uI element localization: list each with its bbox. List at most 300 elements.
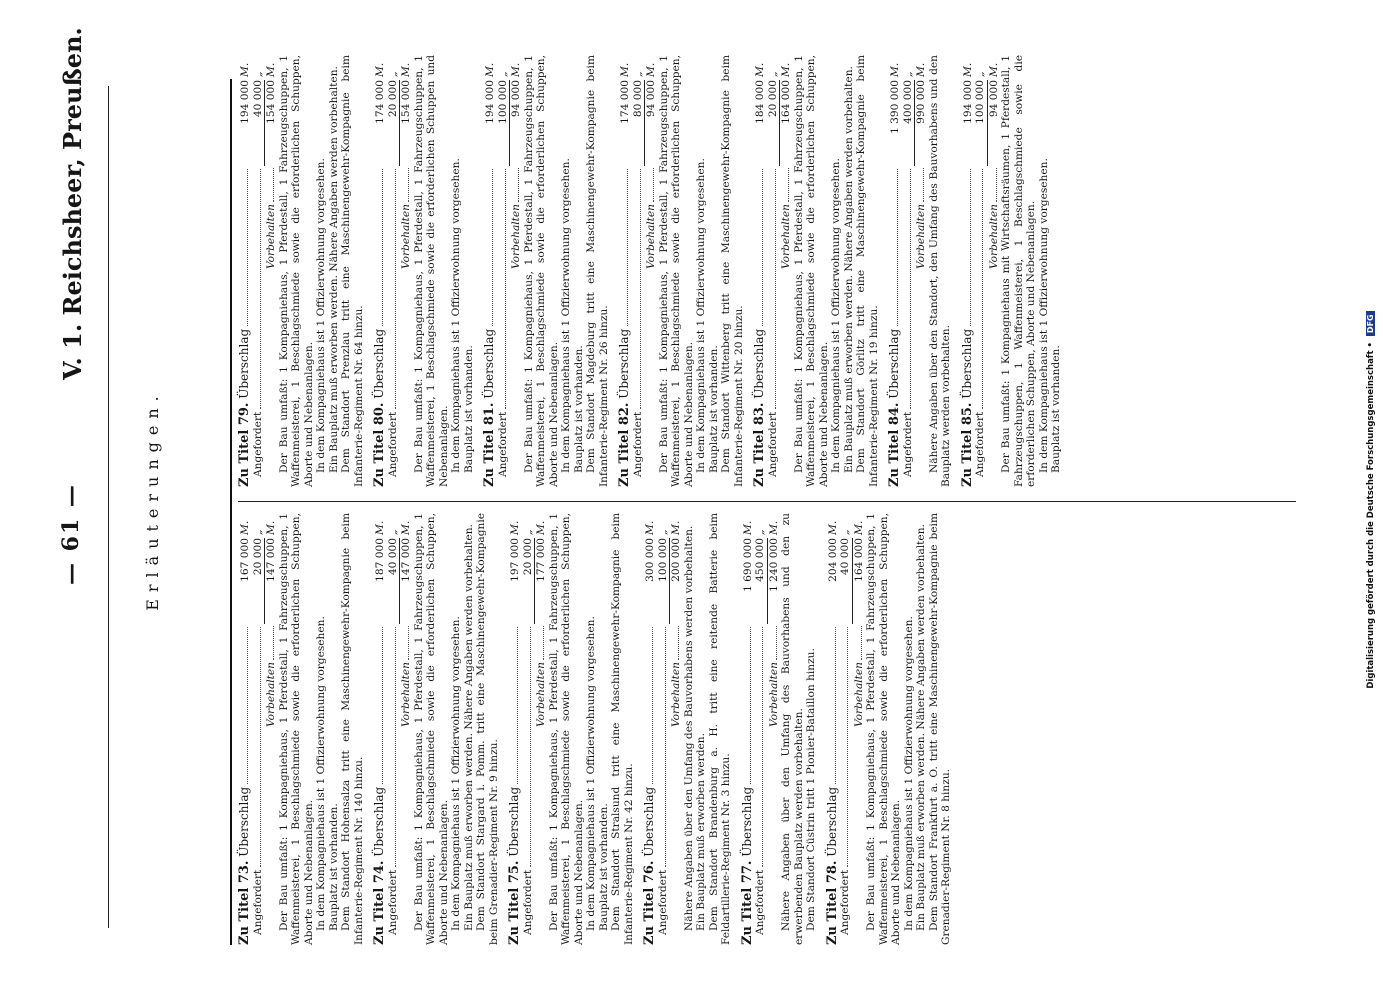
angefordert-row	[754, 513, 768, 945]
titel-entry	[508, 513, 635, 945]
description-text: Nähere Angaben über den Standort, den Umfang des Bauvorhabens und den Bauplatz werden vorbehalten.	[927, 55, 952, 487]
leader-dots	[896, 169, 898, 326]
leader-dots	[981, 169, 983, 409]
amount-unit: M.	[400, 520, 412, 535]
leader-dots	[761, 627, 763, 867]
amount-unit: M.	[826, 520, 839, 535]
angefordert-row	[767, 55, 781, 487]
amount-unit: M.	[509, 520, 521, 535]
titel-entry	[741, 513, 818, 945]
description-text: Der Bau umfaßt: 1 Kompagniehaus, 1 Pferdestall, 1 Fahrzeugschuppen, 1 Waffenmeisterei, 1 Beschlagschmiede sowie die erforderlichen Schuppen, Aborte und Nebenanlagen.	[412, 513, 450, 945]
leader-dots	[516, 627, 518, 784]
row-label	[497, 412, 510, 487]
note-text: Bauplatz ist vorhanden.	[597, 803, 610, 931]
note-text: In dem Kompagniehaus ist 1 Offizierwohnung vorgesehen.	[450, 616, 462, 931]
vorbehalten-amount: 154 000	[265, 80, 277, 124]
amount-unit: „	[766, 71, 779, 77]
amount-unit: M.	[670, 520, 682, 535]
line-label: Überschlag	[752, 328, 766, 399]
vorbehalten-amount: 164 000	[780, 80, 792, 124]
vorbehalten-amount: 94 000	[987, 80, 1000, 118]
line-label: Angefordert	[901, 411, 914, 477]
amount: 1 390 000	[889, 80, 901, 134]
angefordert-row	[632, 55, 646, 487]
ueberschlag-row	[238, 513, 252, 945]
spacer	[273, 730, 274, 942]
vorbehalten-label: Vorbehalten	[852, 662, 865, 728]
line-label: Überschlag	[507, 786, 521, 857]
line-label: Überschlag	[237, 786, 251, 857]
line-label: Angefordert	[386, 869, 399, 935]
note-text: In dem Kompagniehaus ist 1 Offizierwohnung vorgesehen.	[315, 616, 327, 931]
vorbehalten-row	[915, 55, 928, 487]
row-label	[632, 412, 645, 487]
vorbehalten-label: Vorbehalten	[780, 204, 792, 270]
amount-unit: „	[251, 529, 264, 535]
leader-dots	[543, 626, 544, 660]
vorbehalten-label: Vorbehalten	[265, 204, 277, 270]
amount-unit: „	[251, 71, 264, 77]
line-label: Angefordert	[974, 411, 986, 477]
vorbehalten-amount: 154 000	[400, 80, 412, 124]
amount: 100 000	[974, 80, 988, 166]
angefordert-row	[902, 55, 916, 487]
line-label: Überschlag	[959, 328, 974, 399]
titel-heading: Zu Titel 73.	[237, 860, 252, 945]
row-label	[754, 870, 767, 945]
amount: 197 000	[509, 538, 521, 582]
line-label: Überschlag	[617, 328, 631, 399]
amount: 204 000	[826, 538, 839, 582]
note-text: Bauplatz ist vorhanden.	[572, 345, 585, 473]
spacer	[518, 272, 519, 484]
line-label: Angefordert	[656, 869, 669, 935]
description-text: Der Bau umfaßt: 1 Kompagniehaus, 1 Pferdestall, 1 Fahrzeugschuppen, 1 Waffenmeisterei, 1 Beschlagschmiede sowie die erforderlichen Schuppen, Aborte und Nebenanlagen.	[865, 513, 902, 945]
titel-heading: Zu Titel 77.	[739, 860, 755, 945]
description-text: Der Bau umfaßt: 1 Kompagniehaus, 1 Pferdestall, 1 Fahrzeugschuppen, 1 Waffenmeisterei, 1 Beschlagschmiede sowie die erforderlichen Schuppen, Aborte und Nebenanlagen.	[547, 513, 585, 945]
angefordert-row	[657, 513, 671, 945]
leader-dots	[394, 169, 396, 409]
vorbehalten-amount: 147 000	[265, 538, 277, 582]
amount-unit: M.	[754, 62, 766, 77]
vorbehalten-row	[645, 55, 658, 487]
amount-unit: M.	[767, 520, 780, 535]
titel-heading: Zu Titel 81.	[482, 402, 497, 487]
amount: 194 000	[239, 80, 251, 124]
description-text: Der Bau umfaßt: 1 Kompagniehaus, 1 Pferdestall, 1 Fahrzeugschuppen, 1 Waffenmeisterei, 1 Beschlagschmiede sowie die erforderlichen Schuppen, Aborte und Nebenanlagen.	[277, 55, 315, 487]
angefordert-row	[974, 55, 988, 487]
leader-dots	[846, 627, 848, 867]
top-rule	[230, 79, 232, 945]
amount-unit: M.	[852, 520, 865, 535]
row-label	[888, 329, 902, 487]
row-label	[741, 787, 755, 945]
note-text: In dem Kompagniehaus ist 1 Offizierwohnung vorgesehen.	[695, 158, 707, 473]
leader-dots	[653, 168, 654, 202]
note-text: In dem Kompagniehaus ist 1 Offizierwohnung vorgesehen.	[830, 158, 842, 473]
vorbehalten-label: Vorbehalten	[510, 204, 522, 270]
ueberschlag-row	[373, 55, 387, 487]
row-label	[387, 870, 400, 945]
vorbehalten-row	[670, 513, 683, 945]
amount-unit: „	[754, 529, 766, 535]
titel-heading: Zu Titel 85.	[959, 402, 975, 487]
leader-dots	[529, 627, 531, 867]
line-label: Überschlag	[372, 786, 386, 857]
spacer	[273, 272, 274, 484]
leader-dots	[273, 168, 274, 202]
digitization-credit	[1366, 0, 1376, 1000]
row-label	[508, 787, 522, 945]
leader-dots	[909, 169, 911, 409]
titel-entry	[888, 55, 953, 487]
note-text: Bauplatz ist vorhanden.	[1050, 345, 1062, 473]
amount-unit: M.	[741, 520, 754, 535]
leader-dots	[774, 169, 776, 409]
amount: 20 000	[522, 538, 536, 624]
line-label: Angefordert	[839, 869, 851, 935]
amount-unit: „	[839, 529, 851, 535]
line-label: Angefordert	[754, 869, 766, 935]
vorbehalten-row	[265, 513, 278, 945]
titel-entry	[238, 55, 365, 487]
amount: 300 000	[644, 538, 656, 582]
titel-entry	[238, 513, 365, 945]
vorbehalten-row	[780, 55, 793, 487]
spacer	[996, 272, 997, 484]
line-label: Überschlag	[824, 786, 839, 857]
leader-dots	[518, 168, 519, 202]
leader-dots	[761, 169, 763, 326]
amount: 184 000	[754, 80, 766, 124]
amount-unit: M.	[265, 520, 277, 535]
vorbehalten-label: Vorbehalten	[265, 662, 277, 728]
amount: 400 000	[902, 80, 916, 166]
leader-dots	[639, 169, 641, 409]
titel-heading: Zu Titel 78.	[824, 860, 840, 945]
titel-entry	[618, 55, 745, 487]
titel-entry	[483, 55, 610, 487]
leader-dots	[923, 168, 924, 202]
amount-unit: M.	[889, 62, 901, 77]
vorbehalten-label: Vorbehalten	[915, 204, 927, 270]
row-label	[839, 870, 852, 945]
description-text: Nähere Angaben über den Umfang des Bauvorhabens werden vorbehalten.	[682, 525, 695, 931]
ueberschlag-row	[741, 513, 755, 945]
line-label: Angefordert	[496, 411, 509, 477]
amount: 100 000	[657, 538, 671, 624]
note-text: Dem Standort Prenzlau tritt eine Maschinengewehr-Kompagnie beim Infanterie-Regiment Nr. 64 hinzu.	[340, 55, 365, 487]
leader-dots	[969, 169, 971, 326]
amount-unit: M.	[239, 62, 251, 77]
leader-dots	[246, 169, 248, 326]
spacer	[776, 730, 777, 942]
titel-heading: Zu Titel 74.	[372, 860, 387, 945]
amount-unit: „	[521, 529, 534, 535]
note-text: Dem Standort Magdeburg tritt eine Maschinengewehr-Kompagnie beim Infanterie-Regiment Nr. 26 hinzu.	[585, 55, 610, 487]
vorbehalten-amount: 94 000	[510, 80, 522, 118]
leader-dots	[246, 627, 248, 784]
row-label	[767, 412, 780, 487]
vorbehalten-row	[853, 513, 866, 945]
vorbehalten-row	[535, 513, 548, 945]
line-label: Überschlag	[887, 328, 901, 399]
amount-unit: M.	[961, 62, 974, 77]
titel-heading: Zu Titel 75.	[507, 860, 522, 945]
line-label: Überschlag	[237, 328, 251, 399]
row-label	[238, 329, 252, 487]
line-label: Überschlag	[372, 328, 386, 399]
row-label	[902, 412, 915, 487]
vorbehalten-amount: 147 000	[400, 538, 412, 582]
leader-dots	[408, 168, 409, 202]
amount: 194 000	[484, 80, 496, 124]
note-text: Dem Standort Wittenberg tritt eine Maschinengewehr-Kompagnie beim Infanterie-Regiment Nr. 20 hinzu.	[720, 55, 745, 487]
titel-heading: Zu Titel 82.	[617, 402, 632, 487]
row-label	[826, 787, 840, 945]
amount: 167 000	[239, 538, 251, 582]
titel-entry	[826, 513, 953, 945]
amount-unit: M.	[374, 520, 386, 535]
vorbehalten-amount: 1 240 000	[767, 538, 780, 592]
page-title: V. 1. Reichsheer, Preußen.	[58, 27, 87, 380]
amount-unit: M.	[484, 62, 496, 77]
ueberschlag-row	[373, 513, 387, 945]
description-text: Der Bau umfaßt: 1 Kompagniehaus mit Wirtschaftsräumen, 1 Pferdestall, 1 Fahrzeugschuppen, 1 Waffenmeisterei, 1 Beschlagschmiede sowie die erforderlichen Schuppen, Aborte und Nebenanlagen.	[1000, 55, 1037, 487]
row-label	[387, 412, 400, 487]
angefordert-row	[522, 513, 536, 945]
vorbehalten-row	[400, 55, 413, 487]
spacer	[408, 730, 409, 942]
amount: 100 000	[497, 80, 511, 166]
leader-dots	[834, 627, 836, 784]
amount-unit: „	[386, 529, 399, 535]
leader-dots	[259, 169, 261, 409]
vorbehalten-label: Vorbehalten	[400, 204, 412, 270]
angefordert-row	[497, 55, 511, 487]
leader-dots	[664, 627, 666, 867]
leader-dots	[259, 627, 261, 867]
note-text: Dem Standort Frankfurt a. O. tritt eine Maschinengewehr-Kompagnie beim Grenadier-Regiment Nr. 8 hinzu.	[927, 513, 952, 945]
leader-dots	[678, 626, 679, 660]
vorbehalten-row	[265, 55, 278, 487]
leader-dots	[996, 168, 997, 202]
vorbehalten-label: Vorbehalten	[645, 204, 657, 270]
line-label: Angefordert	[386, 411, 399, 477]
vorbehalten-amount: 177 000	[535, 538, 547, 582]
leader-dots	[788, 168, 789, 202]
note-text: Dem Standort Görlitz tritt eine Maschinengewehr-Kompagnie beim Infanterie-Regiment Nr. 19 hinzu.	[855, 55, 880, 487]
spacer	[861, 730, 862, 942]
amount-unit: „	[656, 529, 669, 535]
description-text: Der Bau umfaßt: 1 Kompagniehaus, 1 Pferdestall, 1 Fahrzeugschuppen, 1 Waffenmeisterei, 1 Beschlagschmiede sowie die erforderlichen Schuppen, Aborte und Nebenanlagen.	[522, 55, 560, 487]
row-label	[618, 329, 632, 487]
ueberschlag-row	[508, 513, 522, 945]
row-label	[373, 329, 387, 487]
angefordert-row	[387, 55, 401, 487]
line-label: Angefordert	[251, 411, 264, 477]
leader-dots	[491, 169, 493, 326]
description-text: Der Bau umfaßt: 1 Kompagniehaus, 1 Pferdestall, 1 Fahrzeugschuppen, 1 Waffenmeisterei, 1 Beschlagschmiede sowie die erforderlichen Schuppen und Nebenanlagen.	[412, 55, 450, 487]
vorbehalten-label: Vorbehalten	[767, 662, 780, 728]
vorbehalten-row	[400, 513, 413, 945]
amount-unit: „	[496, 71, 509, 77]
angefordert-row	[252, 513, 266, 945]
note-text: In dem Kompagniehaus ist 1 Offizierwohnung vorgesehen.	[902, 616, 915, 931]
vorbehalten-label: Vorbehalten	[535, 662, 547, 728]
row-label	[252, 870, 265, 945]
amount-unit: M.	[265, 62, 277, 77]
section-title: Erläuterungen.	[143, 389, 162, 611]
row-label	[974, 412, 987, 487]
note-text: In dem Kompagniehaus ist 1 Offizierwohnung vorgesehen.	[450, 158, 462, 473]
row-label	[238, 787, 252, 945]
note-text: Ein Bauplatz muß erworben werden. Nähere Angaben werden vorbehalten.	[327, 66, 340, 473]
ueberschlag-row	[618, 55, 632, 487]
titel-entry	[643, 513, 733, 945]
titel-heading: Zu Titel 76.	[642, 860, 657, 945]
row-label	[657, 870, 670, 945]
page-header	[58, 0, 98, 1000]
leader-dots	[273, 626, 274, 660]
amount: 1 690 000	[741, 538, 754, 592]
amount-unit: „	[901, 71, 914, 77]
ueberschlag-row	[643, 513, 657, 945]
titel-heading: Zu Titel 83.	[752, 402, 767, 487]
spacer	[788, 272, 789, 484]
ueberschlag-row	[238, 55, 252, 487]
note-text: Ein Bauplatz muß erworben werden. Nähere Angaben werden vorbehalten.	[842, 66, 855, 473]
line-label: Angefordert	[631, 411, 644, 477]
leader-dots	[381, 627, 383, 784]
angefordert-row	[839, 513, 853, 945]
line-label: Angefordert	[521, 869, 534, 935]
row-label	[643, 787, 657, 945]
note-text: In dem Kompagniehaus ist 1 Offizierwohnung vorgesehen.	[315, 158, 327, 473]
note-text: Dem Standort Stralsund tritt eine Maschinengewehr-Kompagnie beim Infanterie-Regiment Nr. 42 hinzu.	[610, 513, 635, 945]
amount-unit: M.	[780, 62, 792, 77]
leader-dots	[749, 627, 751, 784]
note-text: Bauplatz ist vorhanden.	[462, 345, 475, 473]
leader-dots	[861, 626, 862, 660]
leader-dots	[504, 169, 506, 409]
description-text: Der Bau umfaßt: 1 Kompagniehaus, 1 Pferdestall, 1 Fahrzeugschuppen, 1 Waffenmeisterei, 1 Beschlagschmiede sowie die erforderlichen Schuppen, Aborte und Nebenanlagen.	[792, 55, 830, 487]
vorbehalten-amount: 990 000	[915, 80, 927, 124]
amount: 40 000	[387, 538, 401, 624]
description-text: Der Bau umfaßt: 1 Kompagniehaus, 1 Pferdestall, 1 Fahrzeugschuppen, 1 Waffenmeisterei, 1 Beschlagschmiede sowie die erforderlichen Schuppen, Aborte und Nebenanlagen.	[277, 513, 315, 945]
spacer	[923, 272, 924, 484]
line-label: Angefordert	[766, 411, 779, 477]
amount: 194 000	[961, 80, 974, 124]
note-text: Dem Standort Cüstrin tritt 1 Pionier-Bataillon hinzu.	[805, 648, 817, 931]
angefordert-row	[252, 55, 266, 487]
amount: 80 000	[632, 80, 646, 166]
amount-unit: M.	[374, 62, 386, 77]
note-text: Ein Bauplatz muß erworben werden.	[695, 733, 707, 931]
titel-entry	[373, 513, 500, 945]
note-text: Bauplatz ist vorhanden.	[707, 345, 720, 473]
note-text: In dem Kompagniehaus ist 1 Offizierwohnung vorgesehen.	[585, 616, 597, 931]
amount-unit: M.	[535, 520, 547, 535]
amount: 450 000	[754, 538, 768, 624]
row-label	[373, 787, 387, 945]
ueberschlag-row	[888, 55, 902, 487]
description-text: Der Bau umfaßt: 1 Kompagniehaus, 1 Pferdestall, 1 Fahrzeugschuppen, 1 Waffenmeisterei, 1 Beschlagschmiede sowie die erforderlichen Schuppen, Aborte und Nebenanlagen.	[657, 55, 695, 487]
titel-entry	[753, 55, 880, 487]
left-column	[238, 513, 961, 945]
leader-dots	[776, 626, 777, 660]
titel-heading: Zu Titel 80.	[372, 402, 387, 487]
spacer	[653, 272, 654, 484]
amount-unit: „	[631, 71, 644, 77]
credit-text: Digitalisierung gefördert durch die Deutsche Forschungsgemeinschaft •	[1366, 342, 1376, 689]
amount: 187 000	[374, 538, 386, 582]
row-label	[753, 329, 767, 487]
note-text: In dem Kompagniehaus ist 1 Offizierwohnung vorgesehen.	[560, 158, 572, 473]
titel-heading: Zu Titel 84.	[887, 402, 902, 487]
amount-unit: M.	[400, 62, 412, 77]
ueberschlag-row	[483, 55, 497, 487]
note-text: Bauplatz ist vorhanden.	[327, 803, 340, 931]
vorbehalten-row	[768, 513, 781, 945]
row-label	[522, 870, 535, 945]
right-column	[238, 55, 1071, 487]
amount-unit: „	[386, 71, 399, 77]
amount-unit: M.	[987, 62, 1000, 77]
amount: 20 000	[252, 538, 266, 624]
line-label: Überschlag	[642, 786, 656, 857]
vorbehalten-amount: 200 000	[670, 538, 682, 582]
amount-unit: M.	[239, 520, 251, 535]
spacer	[678, 730, 679, 942]
ueberschlag-row	[826, 513, 840, 945]
column-divider	[238, 501, 1296, 502]
amount: 174 000	[619, 80, 631, 124]
amount-unit: M.	[645, 62, 657, 77]
header-rule	[108, 86, 109, 928]
vorbehalten-amount: 164 000	[852, 538, 865, 582]
vorbehalten-row	[510, 55, 523, 487]
note-text: In dem Kompagniehaus ist 1 Offizierwohnung vorgesehen.	[1037, 158, 1050, 473]
dfg-logo: DFG	[1366, 311, 1375, 336]
amount-unit: M.	[915, 62, 927, 77]
note-text: Ein Bauplatz muß erworben werden. Nähere Angaben werden vorbehalten.	[462, 524, 475, 931]
leader-dots	[651, 627, 653, 784]
spacer	[543, 730, 544, 942]
amount-unit: M.	[644, 520, 656, 535]
line-label: Überschlag	[482, 328, 496, 399]
note-text: Dem Standort Stargard i. Pomm. tritt eine Maschinengewehr-Kompagnie beim Grenadier-Regiment Nr. 9 hinzu.	[475, 513, 500, 945]
amount-unit: M.	[510, 62, 522, 77]
ueberschlag-row	[961, 55, 975, 487]
leader-dots	[394, 627, 396, 867]
leader-dots	[408, 626, 409, 660]
note-text: Ein Bauplatz muß erworben werden. Nähere Angaben werden vorbehalten.	[915, 524, 927, 931]
ueberschlag-row	[753, 55, 767, 487]
amount: 40 000	[839, 538, 853, 624]
row-label	[961, 329, 975, 487]
titel-entry	[961, 55, 1063, 487]
vorbehalten-amount: 94 000	[645, 80, 657, 118]
amount: 20 000	[387, 80, 401, 166]
row-label	[483, 329, 497, 487]
leader-dots	[626, 169, 628, 326]
vorbehalten-label: Vorbehalten	[670, 662, 682, 728]
spacer	[408, 272, 409, 484]
amount: 20 000	[767, 80, 781, 166]
note-text: Dem Standort Brandenburg a. H. tritt eine reitende Batterie beim Feldartillerie-Regiment Nr. 3 hinzu.	[707, 513, 732, 945]
vorbehalten-row	[988, 55, 1001, 487]
